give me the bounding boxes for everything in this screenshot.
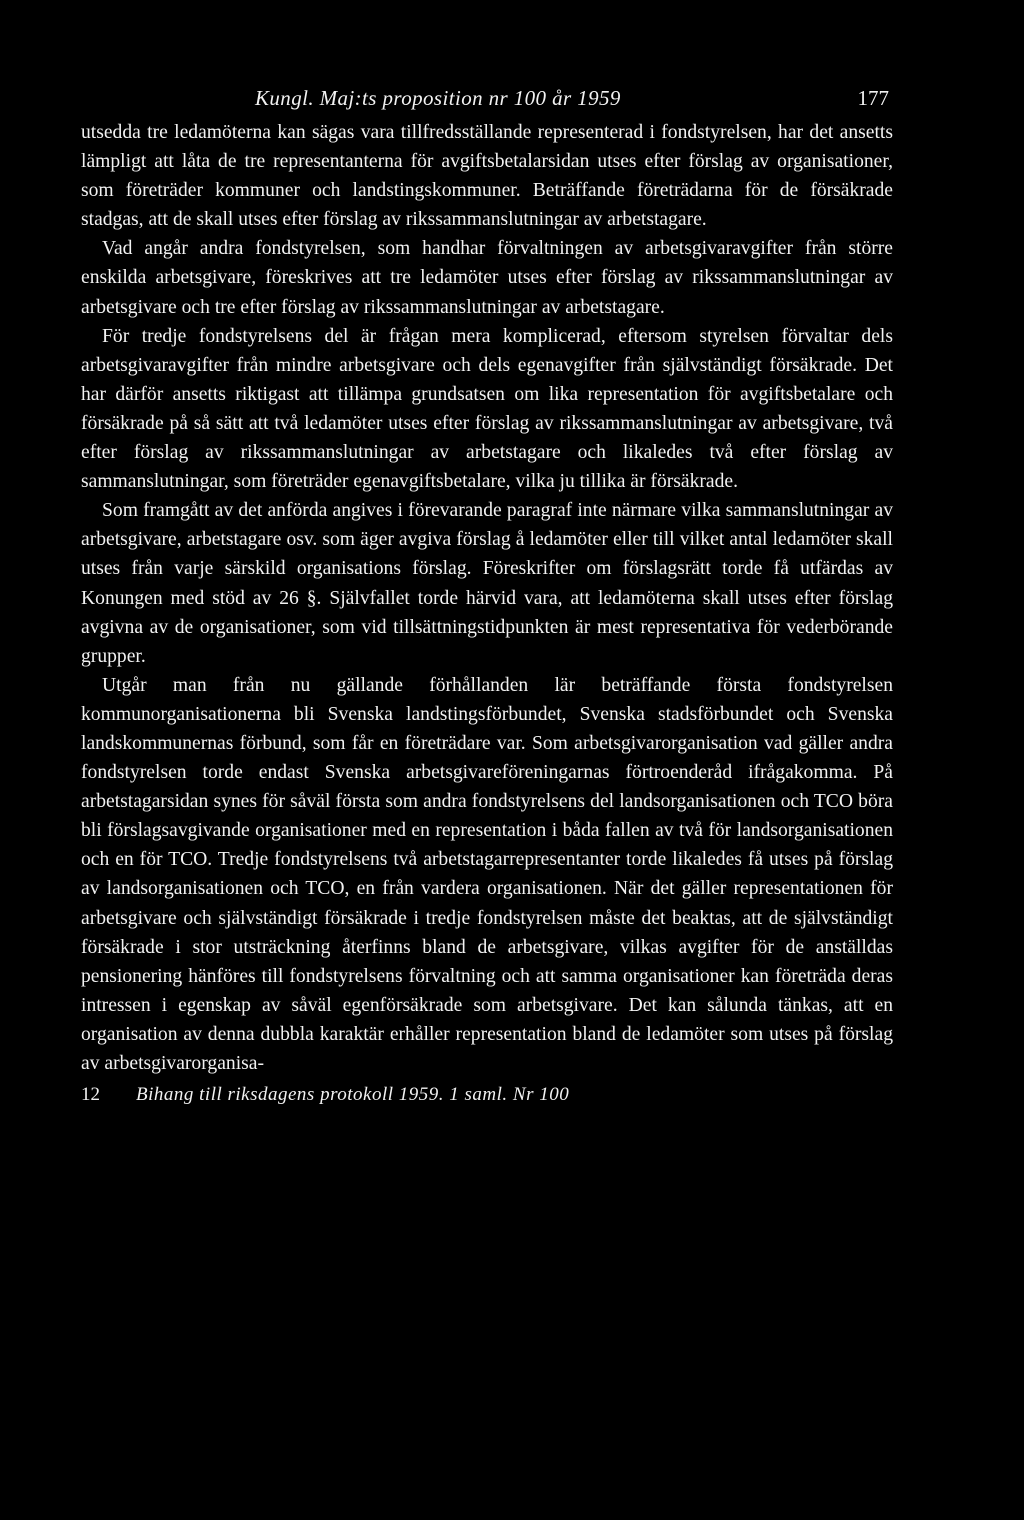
paragraph: Utgår man från nu gällande förhållanden lär beträffande första fondstyrelsen kommunorganisationerna bli Svenska landstingsförbundet, Svenska stadsförbundet och Svenska landskommunernas förbund, som får en företrädare var. Som arbetsgivarorganisation vad gäller andra fondstyrelsen torde endast Svenska arbetsgivareföreningarnas förtroenderåd ifrågakomma. På arbetstagarsidan synes för såväl första som andra fondstyrelsens del landsorganisationen och TCO böra bli förslagsavgivande organisationer med en representation i båda fallen av två för landsorganisationen och en för TCO. Tredje fondstyrelsens två arbetstagarrepresentanter torde likaledes få utses på förslag av landsorganisationen och TCO, en från vardera organisationen. När det gäller representationen för arbetsgivare och självständigt försäkrade i tredje fondstyrelsen måste det beaktas, att de självständigt försäkrade i stor utsträckning återfinns bland de arbetsgivare, vilkas avgifter för de anställdas pensionering hänföres till fondstyrelsens förvaltning och att samma organisationer kan företräda deras intressen i egenskap av såväl egenförsäkrade som arbetsgivare. Det kan sålunda tänkas, att en organisation av denna dubbla karaktär erhåller representation bland de ledamöter som utses på förslag av arbetsgivarorganisa- <box>81 674 893 1074</box>
paragraph: Vad angår andra fondstyrelsen, som handhar förvaltningen av arbetsgivaravgifter från större enskilda arbetsgivare, föreskrives att tre ledamöter utses efter förslag av rikssammanslutningar av arbetsgivare och tre efter förslag av rikssammanslutningar av arbetstagare. <box>81 238 893 318</box>
paragraph: utsedda tre ledamöterna kan sägas vara tillfredsställande representerad i fondstyrelsen, har det ansetts lämpligt att låta de tre representanterna för avgiftsbetalarsidan utses efter förslag av organisationer, som företräder kommuner och landstingskommuner. Beträffande företrädarna för de försäkrade stadgas, att de skall utses efter förslag av rikssammanslutningar av arbetstagare. <box>81 122 893 231</box>
running-header <box>81 86 893 116</box>
page-footer <box>81 1084 893 1114</box>
paragraph: Som framgått av det anförda angives i förevarande paragraf inte närmare vilka sammanslutningar av arbetsgivare, arbetstagare osv. som äger avgiva förslag å ledamöter eller till vilket antal ledamöter skall utses från varje särskild organisations förslag. Föreskrifter om förslagsrätt torde få utfärdas av Konungen med stöd av 26 §. Självfallet torde härvid vara, att ledamöterna skall utses efter förslag avgivna av de organisationer, som vid tillsättningstidpunkten är mest representativa för vederbörande grupper. <box>81 500 893 667</box>
header-title: Kungl. Maj:ts proposition nr 100 år 1959 <box>255 86 621 110</box>
page-number: 177 <box>857 86 889 110</box>
paragraph: För tredje fondstyrelsens del är frågan mera komplicerad, eftersom styrelsen förvaltar dels arbetsgivaravgifter från mindre arbetsgivare och dels egenavgifter från självständigt försäkrade. Det har därför ansetts riktigast att tillämpa grundsatsen om lika representation för avgiftsbetalare och försäkrade på så sätt att två ledamöter utses efter förslag av rikssammanslutningar av arbetsgivare, två efter förslag av rikssammanslutningar av arbetstagare och likaledes två efter förslag av sammanslutningar, som företräder egenavgiftsbetalare, vilka ju tillika är försäkrade. <box>81 325 893 493</box>
body-text <box>81 118 893 1078</box>
footer-note: Bihang till riksdagens protokoll 1959. 1 saml. Nr 100 <box>136 1084 570 1106</box>
signature-mark: 12 <box>81 1084 100 1106</box>
document-page <box>81 86 893 1114</box>
